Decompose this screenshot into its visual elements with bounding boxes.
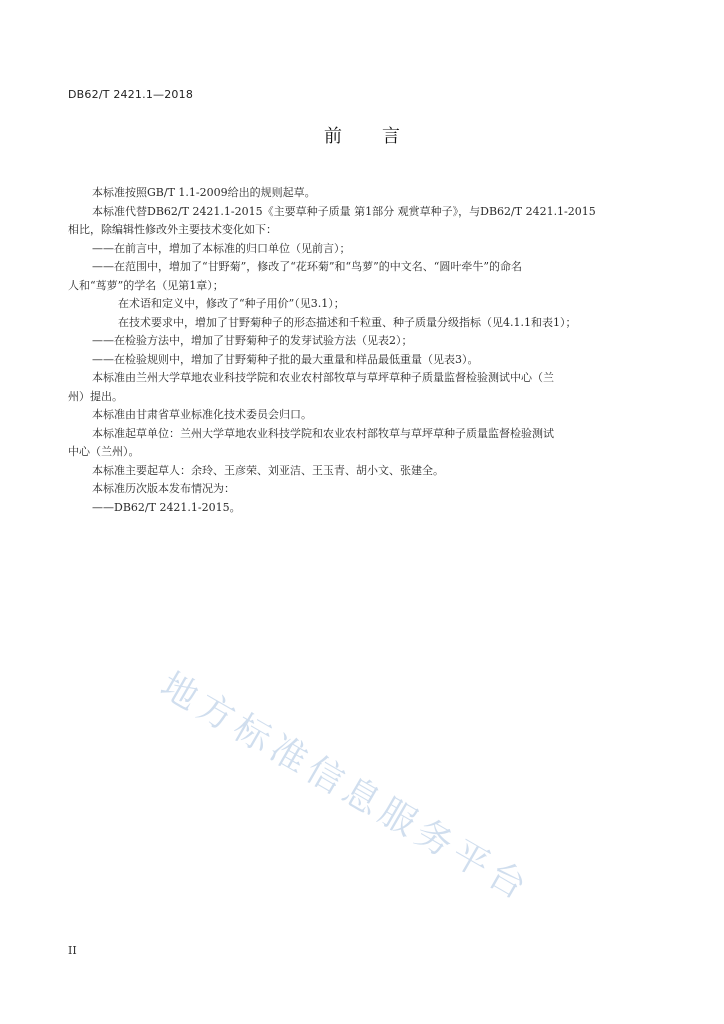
paragraph-proposer: 本标准由兰州大学草地农业科技学院和农业农村部牧草与草坪草种子质量监督检验测试中心（兰 bbox=[92, 371, 554, 384]
change-item-2-cont: 人和“茑萝”的学名（见第1章）； bbox=[68, 278, 224, 292]
standard-code-header: DB62/T 2421.1—2018 bbox=[68, 88, 194, 101]
change-item-6: ——在检验规则中，增加了甘野菊种子批的最大重量和样品最低重量（见表3）。 bbox=[92, 352, 479, 366]
paragraph-centralized: 本标准由甘肃省草业标准化技术委员会归口。 bbox=[92, 408, 312, 421]
change-item-4: 在技术要求中，增加了甘野菊种子的形态描述和千粒重、种子质量分级指标（见4.1.1和表1）； bbox=[118, 315, 577, 329]
paragraph-replaces-cont: 相比，除编辑性修改外主要技术变化如下： bbox=[68, 223, 277, 236]
watermark: 地方标准信息服务平台 bbox=[153, 664, 538, 911]
page-number: II bbox=[68, 944, 77, 957]
page-title bbox=[0, 122, 724, 148]
paragraph-history: 本标准历次版本发布情况为： bbox=[92, 482, 235, 495]
change-item-1: ——在前言中，增加了本标准的归口单位（见前言）； bbox=[92, 241, 351, 255]
paragraph-drafting-units: 本标准起草单位：兰州大学草地农业科技学院和农业农村部牧草与草坪草种子质量监督检验测试 bbox=[92, 426, 554, 440]
foreword-body bbox=[68, 184, 642, 517]
paragraph-proposer-cont: 州）提出。 bbox=[68, 389, 123, 403]
paragraph-drafting-rule: 本标准按照GB/T 1.1-2009给出的规则起草。 bbox=[92, 186, 316, 199]
title-char-1: 前 bbox=[324, 126, 342, 147]
title-char-2: 言 bbox=[382, 126, 400, 147]
paragraph-replaces: 本标准代替DB62/T 2421.1-2015《主要草种子质量 第1部分 观赏草种子》，与DB62/T 2421.1-2015 bbox=[92, 204, 596, 218]
change-item-3: 在术语和定义中，修改了“种子用价”（见3.1）； bbox=[118, 297, 345, 310]
change-item-2: ——在范围中，增加了“甘野菊”，修改了“花环菊”和“鸟萝”的中文名、“圆叶牵牛”的命名 bbox=[92, 260, 522, 273]
paragraph-drafting-units-cont: 中心（兰州）。 bbox=[68, 445, 140, 458]
history-item-1: ——DB62/T 2421.1-2015。 bbox=[92, 500, 241, 514]
paragraph-drafters: 本标准主要起草人：余玲、王彦荣、刘亚洁、王玉青、胡小文、张建全。 bbox=[92, 463, 444, 477]
change-item-5: ——在检验方法中，增加了甘野菊种子的发芽试验方法（见表2）； bbox=[92, 334, 413, 347]
